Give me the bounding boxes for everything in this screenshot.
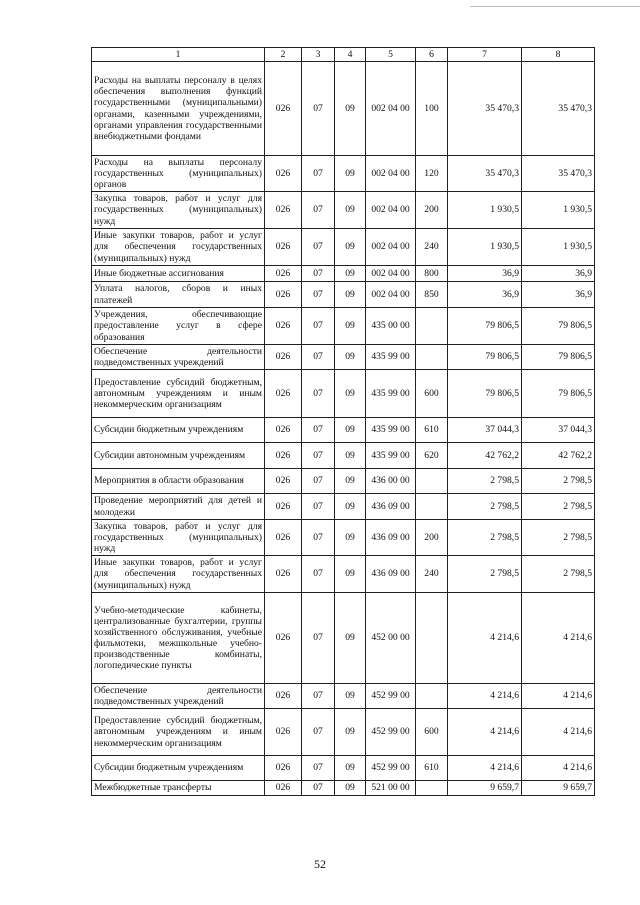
amount-total-cell: 35 470,3: [522, 62, 595, 156]
code-admin-cell: 026: [265, 266, 302, 282]
code-admin-cell: 026: [265, 308, 302, 345]
amount-total-cell: 79 806,5: [522, 345, 595, 370]
amount-cell: 36,9: [448, 266, 522, 282]
code-admin-cell: 026: [265, 781, 302, 796]
amount-total-cell: 79 806,5: [522, 308, 595, 345]
header-cell: 5: [366, 48, 416, 62]
code-admin-cell: 026: [265, 418, 302, 443]
section-cell: 07: [302, 345, 335, 370]
section-cell: 07: [302, 370, 335, 418]
header-cell: 8: [522, 48, 595, 62]
code-admin-cell: 026: [265, 593, 302, 684]
subsection-cell: 09: [335, 443, 366, 469]
amount-cell: 1 930,5: [448, 229, 522, 266]
subsection-cell: 09: [335, 494, 366, 520]
subsection-cell: 09: [335, 282, 366, 308]
expense-type-cell: 850: [416, 282, 448, 308]
table-row: [92, 266, 595, 282]
amount-total-cell: 4 214,6: [522, 756, 595, 781]
target-article-cell: 452 99 00: [366, 684, 416, 709]
expense-type-cell: 240: [416, 229, 448, 266]
description-cell: Закупка товаров, работ и услуг для государственных (муниципальных) нужд: [92, 520, 265, 556]
table-row: [92, 443, 595, 469]
table-row: [92, 709, 595, 756]
code-admin-cell: 026: [265, 709, 302, 756]
amount-total-cell: 9 659,7: [522, 781, 595, 796]
target-article-cell: 436 00 00: [366, 469, 416, 494]
expense-type-cell: [416, 494, 448, 520]
code-admin-cell: 026: [265, 229, 302, 266]
amount-cell: 79 806,5: [448, 308, 522, 345]
expense-type-cell: 610: [416, 418, 448, 443]
header-cell: 1: [92, 48, 265, 62]
expense-type-cell: 120: [416, 156, 448, 192]
amount-total-cell: 42 762,2: [522, 443, 595, 469]
description-cell: Закупка товаров, работ и услуг для государственных (муниципальных) нужд: [92, 192, 265, 229]
budget-table: [91, 47, 595, 796]
code-admin-cell: 026: [265, 756, 302, 781]
expense-type-cell: [416, 684, 448, 709]
target-article-cell: 436 09 00: [366, 494, 416, 520]
description-cell: Межбюджетные трансферты: [92, 781, 265, 796]
amount-total-cell: 1 930,5: [522, 229, 595, 266]
expense-type-cell: [416, 308, 448, 345]
description-cell: Иные бюджетные ассигнования: [92, 266, 265, 282]
page-number: 52: [314, 857, 326, 871]
amount-total-cell: 4 214,6: [522, 684, 595, 709]
amount-total-cell: 35 470,3: [522, 156, 595, 192]
target-article-cell: 002 04 00: [366, 229, 416, 266]
amount-total-cell: 37 044,3: [522, 418, 595, 443]
section-cell: 07: [302, 469, 335, 494]
table-row: [92, 593, 595, 684]
section-cell: 07: [302, 229, 335, 266]
amount-total-cell: 2 798,5: [522, 469, 595, 494]
section-cell: 07: [302, 520, 335, 556]
target-article-cell: 521 00 00: [366, 781, 416, 796]
expense-type-cell: [416, 593, 448, 684]
subsection-cell: 09: [335, 308, 366, 345]
table-row: [92, 756, 595, 781]
code-admin-cell: 026: [265, 469, 302, 494]
amount-cell: 35 470,3: [448, 156, 522, 192]
code-admin-cell: 026: [265, 62, 302, 156]
table-row: [92, 308, 595, 345]
table-row: [92, 556, 595, 593]
subsection-cell: 09: [335, 229, 366, 266]
expense-type-cell: 610: [416, 756, 448, 781]
subsection-cell: 09: [335, 345, 366, 370]
amount-cell: 42 762,2: [448, 443, 522, 469]
table-row: [92, 282, 595, 308]
expense-type-cell: [416, 345, 448, 370]
target-article-cell: 002 04 00: [366, 282, 416, 308]
code-admin-cell: 026: [265, 156, 302, 192]
code-admin-cell: 026: [265, 370, 302, 418]
section-cell: 07: [302, 756, 335, 781]
table-row: [92, 781, 595, 796]
table-row: [92, 345, 595, 370]
amount-total-cell: 1 930,5: [522, 192, 595, 229]
header-cell: 6: [416, 48, 448, 62]
section-cell: 07: [302, 282, 335, 308]
subsection-cell: 09: [335, 556, 366, 593]
expense-type-cell: 600: [416, 370, 448, 418]
amount-cell: 4 214,6: [448, 593, 522, 684]
header-row: [92, 48, 595, 62]
amount-cell: 4 214,6: [448, 709, 522, 756]
amount-cell: 2 798,5: [448, 556, 522, 593]
code-admin-cell: 026: [265, 520, 302, 556]
amount-total-cell: 4 214,6: [522, 593, 595, 684]
expense-type-cell: 240: [416, 556, 448, 593]
expense-type-cell: 200: [416, 192, 448, 229]
amount-cell: 79 806,5: [448, 370, 522, 418]
target-article-cell: 435 00 00: [366, 308, 416, 345]
header-cell: 3: [302, 48, 335, 62]
description-cell: Уплата налогов, сборов и иных платежей: [92, 282, 265, 308]
amount-total-cell: 4 214,6: [522, 709, 595, 756]
amount-total-cell: 36,9: [522, 266, 595, 282]
expense-type-cell: [416, 469, 448, 494]
section-cell: 07: [302, 709, 335, 756]
table-row: [92, 156, 595, 192]
code-admin-cell: 026: [265, 684, 302, 709]
description-cell: Учебно-методические кабинеты, централизованные бухгалтерии, группы хозяйственного обслуживания, учебные фильмотеки, межшкольные учебно-производственные комбинаты, логопедические пункты: [92, 593, 265, 684]
code-admin-cell: 026: [265, 192, 302, 229]
table-row: [92, 62, 595, 156]
code-admin-cell: 026: [265, 282, 302, 308]
section-cell: 07: [302, 156, 335, 192]
description-cell: Проведение мероприятий для детей и молодежи: [92, 494, 265, 520]
description-cell: Расходы на выплаты персоналу в целях обеспечения выполнения функций государственными (муниципальными) органами, казенными учреждениями, органами управления государственными внебюджетными фондами: [92, 62, 265, 156]
section-cell: 07: [302, 192, 335, 229]
code-admin-cell: 026: [265, 345, 302, 370]
target-article-cell: 002 04 00: [366, 62, 416, 156]
section-cell: 07: [302, 62, 335, 156]
amount-cell: 2 798,5: [448, 494, 522, 520]
description-cell: Обеспечение деятельности подведомственных учреждений: [92, 684, 265, 709]
subsection-cell: 09: [335, 684, 366, 709]
target-article-cell: 452 00 00: [366, 593, 416, 684]
description-cell: Предоставление субсидий бюджетным, автономным учреждениям и иным некоммерческим организациям: [92, 709, 265, 756]
header-cell: 2: [265, 48, 302, 62]
amount-cell: 37 044,3: [448, 418, 522, 443]
table-row: [92, 370, 595, 418]
expense-type-cell: 800: [416, 266, 448, 282]
section-cell: 07: [302, 593, 335, 684]
section-cell: 07: [302, 684, 335, 709]
target-article-cell: 452 99 00: [366, 756, 416, 781]
target-article-cell: 435 99 00: [366, 345, 416, 370]
subsection-cell: 09: [335, 156, 366, 192]
amount-cell: 79 806,5: [448, 345, 522, 370]
expense-type-cell: 600: [416, 709, 448, 756]
amount-total-cell: 36,9: [522, 282, 595, 308]
expense-type-cell: [416, 781, 448, 796]
target-article-cell: 002 04 00: [366, 156, 416, 192]
table-row: [92, 469, 595, 494]
section-cell: 07: [302, 556, 335, 593]
code-admin-cell: 026: [265, 556, 302, 593]
description-cell: Субсидии автономным учреждениям: [92, 443, 265, 469]
subsection-cell: 09: [335, 593, 366, 684]
subsection-cell: 09: [335, 266, 366, 282]
target-article-cell: 435 99 00: [366, 443, 416, 469]
description-cell: Обеспечение деятельности подведомственных учреждений: [92, 345, 265, 370]
subsection-cell: 09: [335, 62, 366, 156]
target-article-cell: 002 04 00: [366, 266, 416, 282]
amount-cell: 2 798,5: [448, 469, 522, 494]
subsection-cell: 09: [335, 418, 366, 443]
target-article-cell: 002 04 00: [366, 192, 416, 229]
header-cell: 7: [448, 48, 522, 62]
amount-cell: 2 798,5: [448, 520, 522, 556]
description-cell: Иные закупки товаров, работ и услуг для обеспечения государственных (муниципальных) нужд: [92, 229, 265, 266]
subsection-cell: 09: [335, 370, 366, 418]
amount-cell: 4 214,6: [448, 684, 522, 709]
section-cell: 07: [302, 443, 335, 469]
subsection-cell: 09: [335, 709, 366, 756]
description-cell: Учреждения, обеспечивающие предоставление услуг в сфере образования: [92, 308, 265, 345]
code-admin-cell: 026: [265, 443, 302, 469]
target-article-cell: 436 09 00: [366, 556, 416, 593]
subsection-cell: 09: [335, 756, 366, 781]
code-admin-cell: 026: [265, 494, 302, 520]
target-article-cell: 435 99 00: [366, 418, 416, 443]
top-rule: [470, 6, 640, 7]
amount-cell: 4 214,6: [448, 756, 522, 781]
description-cell: Расходы на выплаты персоналу государственных (муниципальных) органов: [92, 156, 265, 192]
subsection-cell: 09: [335, 781, 366, 796]
table-row: [92, 229, 595, 266]
header-cell: 4: [335, 48, 366, 62]
subsection-cell: 09: [335, 520, 366, 556]
subsection-cell: 09: [335, 192, 366, 229]
description-cell: Субсидии бюджетным учреждениям: [92, 418, 265, 443]
expense-type-cell: 620: [416, 443, 448, 469]
table-row: [92, 520, 595, 556]
target-article-cell: 435 99 00: [366, 370, 416, 418]
section-cell: 07: [302, 266, 335, 282]
target-article-cell: 436 09 00: [366, 520, 416, 556]
section-cell: 07: [302, 308, 335, 345]
table-row: [92, 418, 595, 443]
amount-cell: 1 930,5: [448, 192, 522, 229]
description-cell: Иные закупки товаров, работ и услуг для обеспечения государственных (муниципальных) нужд: [92, 556, 265, 593]
section-cell: 07: [302, 418, 335, 443]
amount-total-cell: 2 798,5: [522, 520, 595, 556]
expense-type-cell: 100: [416, 62, 448, 156]
amount-total-cell: 2 798,5: [522, 494, 595, 520]
amount-cell: 36,9: [448, 282, 522, 308]
description-cell: Субсидии бюджетным учреждениям: [92, 756, 265, 781]
amount-cell: 35 470,3: [448, 62, 522, 156]
expense-type-cell: 200: [416, 520, 448, 556]
amount-total-cell: 2 798,5: [522, 556, 595, 593]
target-article-cell: 452 99 00: [366, 709, 416, 756]
amount-total-cell: 79 806,5: [522, 370, 595, 418]
table-row: [92, 192, 595, 229]
section-cell: 07: [302, 494, 335, 520]
description-cell: Мероприятия в области образования: [92, 469, 265, 494]
table-row: [92, 684, 595, 709]
section-cell: 07: [302, 781, 335, 796]
subsection-cell: 09: [335, 469, 366, 494]
amount-cell: 9 659,7: [448, 781, 522, 796]
table-row: [92, 494, 595, 520]
description-cell: Предоставление субсидий бюджетным, автономным учреждениям и иным некоммерческим организациям: [92, 370, 265, 418]
